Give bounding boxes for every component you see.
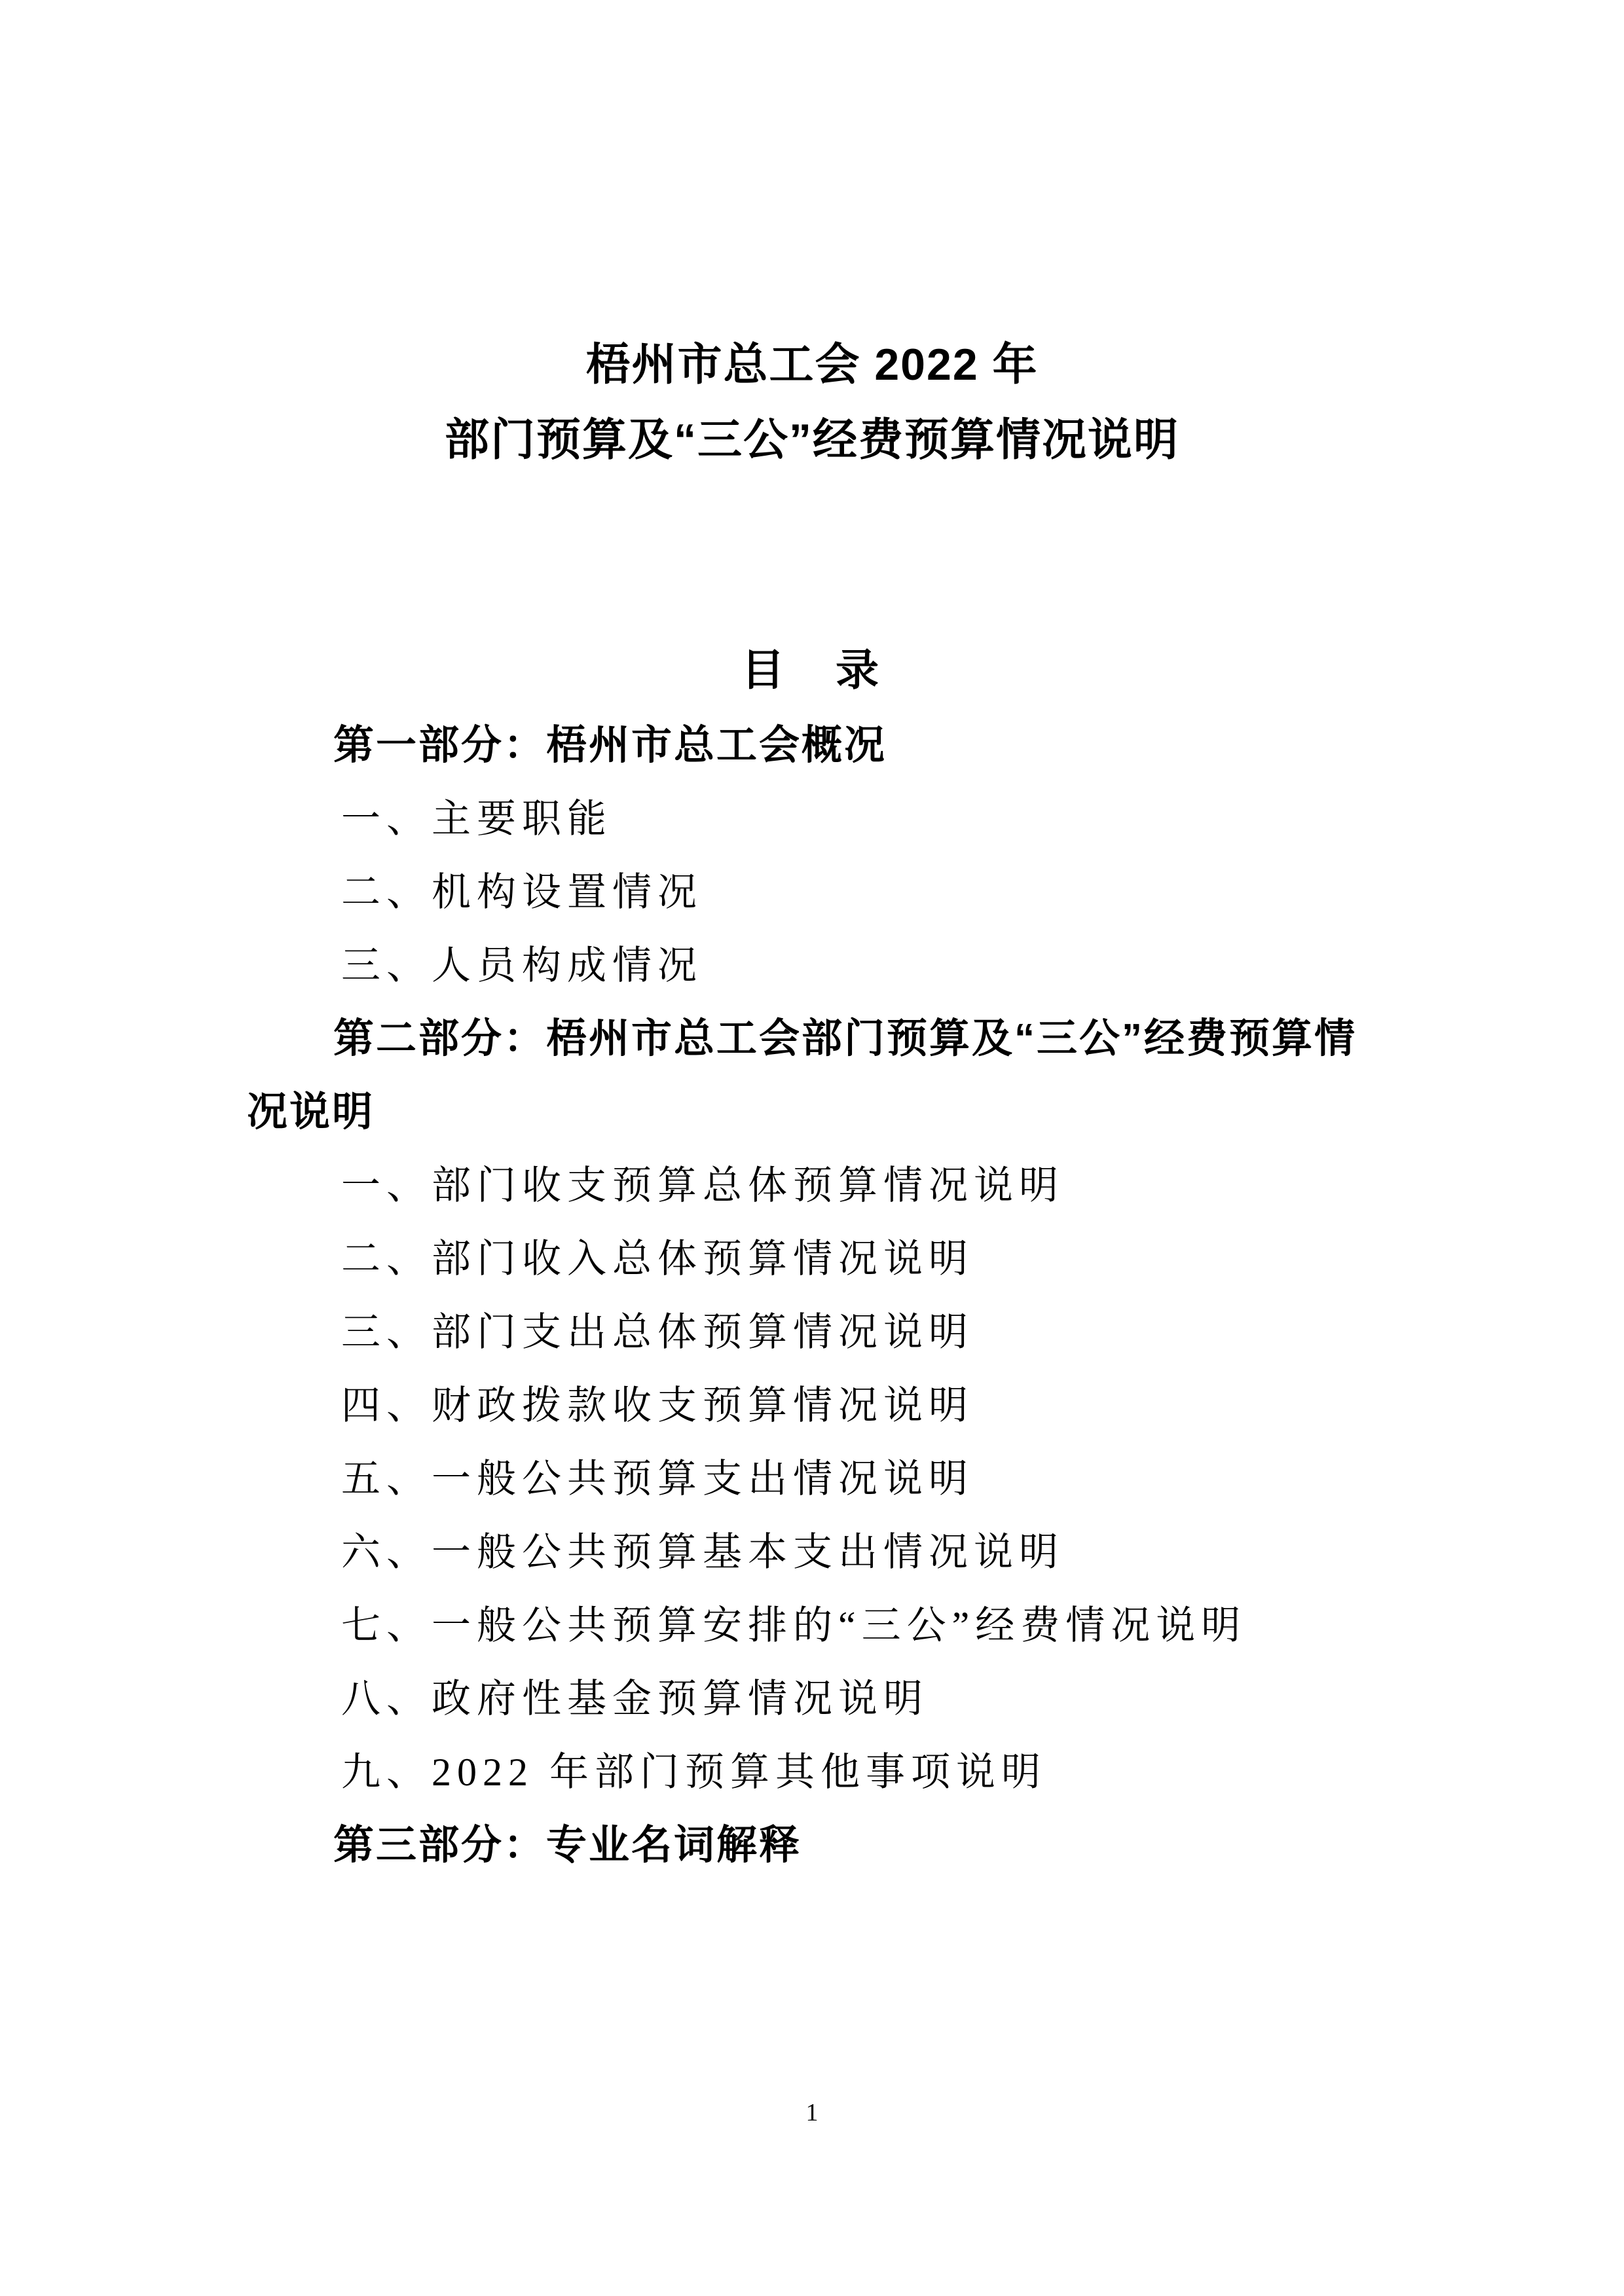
document-title <box>0 0 1624 478</box>
document-title-line-2: 部门预算及“三公”经费预算情况说明 <box>444 415 1179 465</box>
toc-part2-item-2: 二、部门收入总体预算情况说明 <box>341 1237 974 1281</box>
toc-part1-item-1: 一、主要职能 <box>341 797 612 841</box>
toc-part2-item-8: 八、政府性基金预算情况说明 <box>341 1677 929 1721</box>
toc-part2-heading-line-1: 第二部分：梧州市总工会部门预算及“三公”经费预算情 <box>333 1016 1357 1061</box>
toc-part2-item-1: 一、部门收支预算总体预算情况说明 <box>341 1164 1064 1207</box>
toc-heading: 目 录 <box>741 646 883 694</box>
toc-part2-item-9: 九、2022 年部门预算其他事项说明 <box>341 1751 1046 1794</box>
toc-part2-item-5: 五、一般公共预算支出情况说明 <box>341 1457 974 1501</box>
toc-part1-item-2: 二、机构设置情况 <box>341 871 703 914</box>
toc-list <box>0 709 1624 1882</box>
toc-part1-heading: 第一部分：梧州市总工会概况 <box>333 723 887 768</box>
toc-part2-item-4: 四、财政拨款收支预算情况说明 <box>341 1384 974 1427</box>
toc-part3-heading: 第三部分：专业名词解释 <box>333 1823 802 1868</box>
toc-part2-item-6: 六、一般公共预算基本支出情况说明 <box>341 1531 1064 1574</box>
toc-part2-item-3: 三、部门支出总体预算情况说明 <box>341 1311 974 1354</box>
toc-part1-item-3: 三、人员构成情况 <box>341 944 703 987</box>
toc-part2-item-7: 七、一般公共预算安排的“三公”经费情况说明 <box>341 1604 1247 1647</box>
page-number: 1 <box>805 2099 819 2126</box>
toc-part2-heading-line-2: 况说明 <box>247 1089 375 1135</box>
document-title-line-1: 梧州市总工会 2022 年 <box>585 340 1039 390</box>
